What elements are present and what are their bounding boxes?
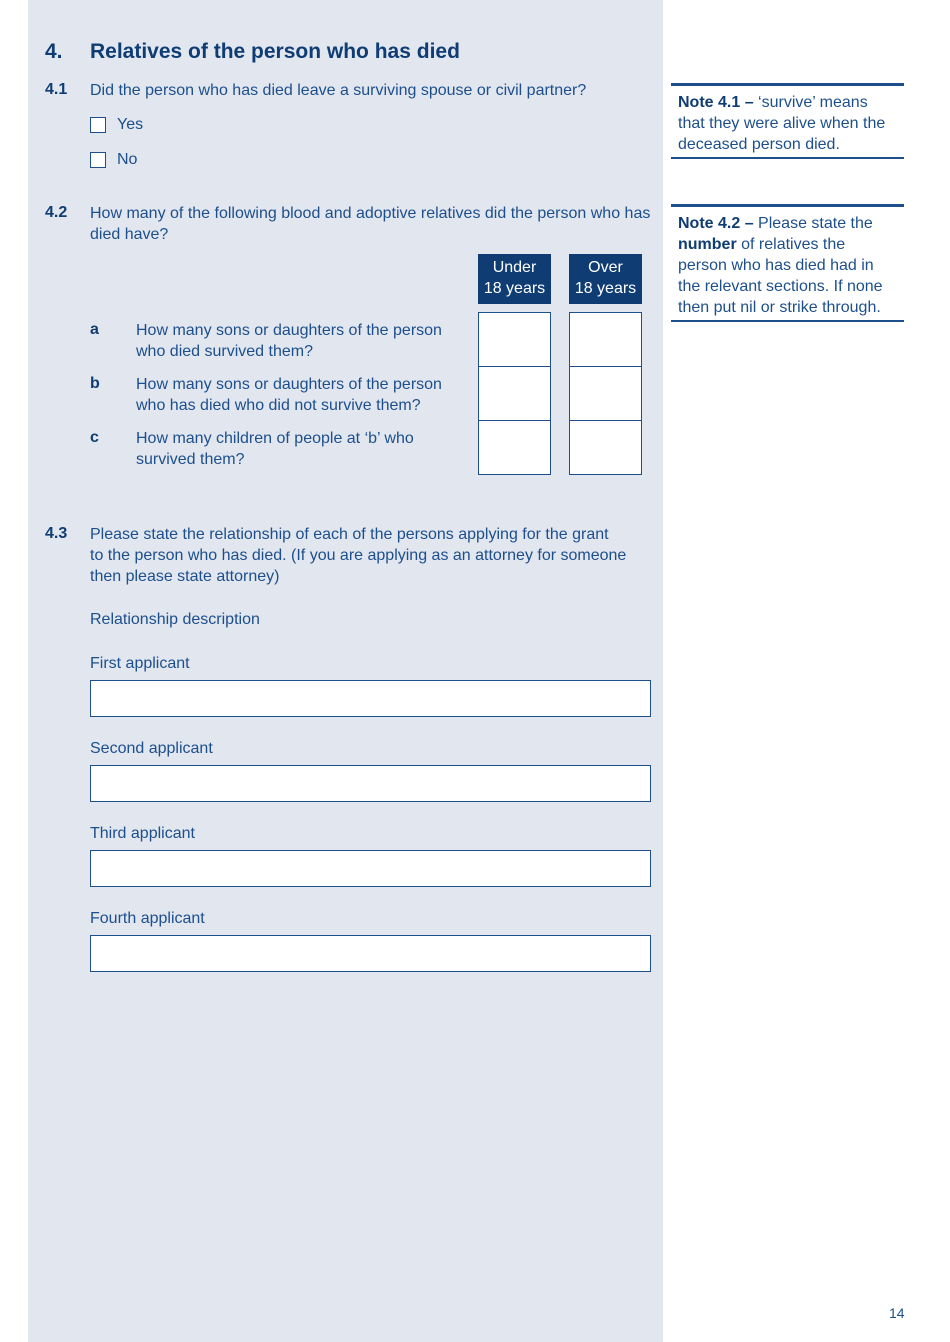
third-applicant-label: Third applicant xyxy=(90,825,195,842)
second-applicant-label: Second applicant xyxy=(90,740,213,757)
third-applicant-input[interactable] xyxy=(90,850,651,887)
q41-number: 4.1 xyxy=(45,81,68,98)
fourth-applicant-input[interactable] xyxy=(90,935,651,972)
note-4-1-text1: ‘survive’ means xyxy=(753,94,868,111)
row-b-line2: who has died who did not survive them? xyxy=(136,397,421,414)
row-b-line1: How many sons or daughters of the person xyxy=(136,376,442,393)
over-18-header xyxy=(569,254,642,304)
first-applicant-input[interactable] xyxy=(90,680,651,717)
row-c-text xyxy=(136,428,466,470)
q43-text xyxy=(90,524,655,587)
note-4-2-text1: Please state the xyxy=(753,215,873,232)
row-a-letter: a xyxy=(90,321,99,338)
row-c-line1: How many children of people at ‘b’ who xyxy=(136,430,414,447)
row-b-letter: b xyxy=(90,375,100,392)
section-heading: Relatives of the person who has died xyxy=(90,40,460,63)
note-4-2-text2: of relatives the xyxy=(736,236,846,253)
yes-label: Yes xyxy=(117,116,144,133)
row-c-line2: survived them? xyxy=(136,451,245,468)
relationship-description-label: Relationship description xyxy=(90,611,260,628)
row-a-line2: who died survived them? xyxy=(136,343,313,360)
row-c-over-18-cell[interactable] xyxy=(569,420,642,475)
first-applicant-label: First applicant xyxy=(90,655,190,672)
page-number: 14 xyxy=(889,1305,905,1321)
row-b-text xyxy=(136,374,466,416)
row-a-text xyxy=(136,320,466,362)
row-a-line1: How many sons or daughters of the person xyxy=(136,322,442,339)
note-4-2-text3: person who has died had in xyxy=(678,257,874,274)
q42-number: 4.2 xyxy=(45,204,68,221)
note-4-2 xyxy=(671,204,904,322)
over-18-line2: 18 years xyxy=(574,280,637,297)
note-4-2-bold: number xyxy=(678,236,737,253)
note-4-1 xyxy=(671,83,904,159)
row-b-under-18-cell[interactable] xyxy=(478,366,551,421)
yes-checkbox[interactable] xyxy=(90,117,106,133)
q42-text: How many of the following blood and adoptive relatives did the person who has died have? xyxy=(90,205,651,243)
section-title xyxy=(45,40,460,64)
q43-line2: to the person who has died. (If you are applying as an attorney for someone xyxy=(90,547,627,564)
note-4-2-text4: the relevant sections. If none xyxy=(678,278,883,295)
second-applicant-input[interactable] xyxy=(90,765,651,802)
note-4-1-label: Note 4.1 – xyxy=(678,94,754,111)
q43-line3: then please state attorney) xyxy=(90,568,280,585)
note-4-2-text5: then put nil or strike through. xyxy=(678,299,881,316)
no-checkbox[interactable] xyxy=(90,152,106,168)
q43-number: 4.3 xyxy=(45,525,68,542)
q41-text: Did the person who has died leave a surviving spouse or civil partner? xyxy=(90,82,587,99)
note-4-1-text3: deceased person died. xyxy=(678,136,840,153)
note-4-1-text2: that they were alive when the xyxy=(678,115,886,132)
no-label: No xyxy=(117,151,138,168)
row-a-under-18-cell[interactable] xyxy=(478,312,551,367)
under-18-line2: 18 years xyxy=(483,280,546,297)
row-b-over-18-cell[interactable] xyxy=(569,366,642,421)
note-4-2-label: Note 4.2 – xyxy=(678,215,754,232)
fourth-applicant-label: Fourth applicant xyxy=(90,910,205,927)
q43-line1: Please state the relationship of each of the persons applying for the grant xyxy=(90,526,609,543)
row-c-letter: c xyxy=(90,429,99,446)
under-18-header xyxy=(478,254,551,304)
row-c-under-18-cell[interactable] xyxy=(478,420,551,475)
over-18-line1: Over xyxy=(588,259,623,276)
under-18-line1: Under xyxy=(492,259,537,276)
section-number: 4. xyxy=(45,40,63,63)
row-a-over-18-cell[interactable] xyxy=(569,312,642,367)
